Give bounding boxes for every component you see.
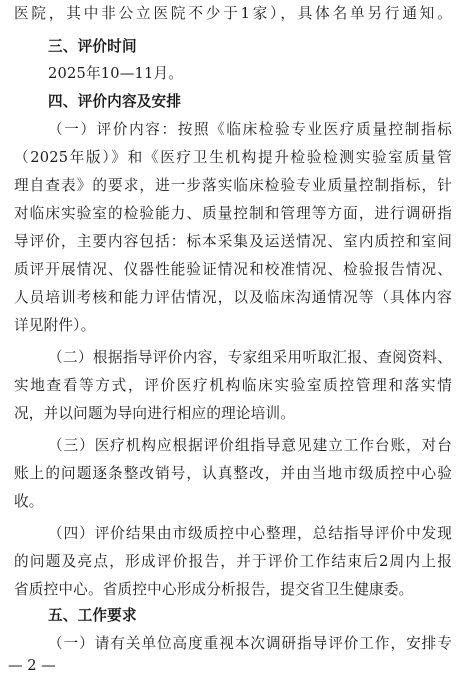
section-heading: 三、评价时间 [48, 38, 137, 55]
body-text-line: （一）评价内容：按照《临床检验专业医疗质量控制指标 [48, 121, 452, 138]
body-text-line: 实地查看等方式，评价医疗机构临床实验室质控管理和落实情 [14, 377, 452, 394]
body-text-line: （一）请有关单位高度重视本次调研指导评价工作，安排专 [48, 635, 452, 652]
body-text-line: 况，并以问题为导向进行相应的理论培训。 [14, 405, 296, 422]
section-heading: 五、工作要求 [48, 607, 137, 624]
body-text-line: 质评开展情况、仪器性能验证情况和校准情况、检验报告情况、 [14, 261, 452, 278]
body-text-line: 2025年10—11月。 [48, 65, 184, 82]
body-text-line: 收。 [14, 493, 44, 510]
page-number: — 2 — [8, 657, 56, 674]
body-text-line: 省质控中心。省质控中心形成分析报告，提交省卫生健康委。 [14, 581, 414, 598]
body-text-line: 的问题及亮点，形成评价报告，并于评价工作结束后2周内上报 [14, 553, 452, 570]
body-text-line: 账上的问题逐条整改销号，认真整改，并由当地市级质控中心验 [14, 465, 452, 482]
body-text-line: 人员培训考核和能力评估情况，以及临床沟通情况等（具体内容 [14, 289, 452, 306]
body-text-line: 导评价，主要内容包括：标本采集及运送情况、室内质控和室间 [14, 233, 452, 250]
body-text-line: 医院，其中非公立医院不少于1家），具体名单另行通知。 [14, 5, 452, 22]
body-text-line: （2025年版）》和《医疗卫生机构提升检验检测实验室质量管 [14, 149, 452, 166]
body-text-line: 详见附件）。 [14, 317, 96, 334]
body-text-line: （三）医疗机构应根据评价组指导意见建立工作台账，对台 [48, 437, 452, 454]
section-heading: 四、评价内容及安排 [48, 93, 182, 110]
body-text-line: （四）评价结果由市级质控中心整理，总结指导评价中发现 [48, 525, 452, 542]
body-text-line: 理自查表》的要求，进一步落实临床检验专业质量控制指标，针 [14, 177, 452, 194]
body-text-line: 对临床实验室的检验能力、质量控制和管理等方面，进行调研指 [14, 205, 452, 222]
body-text-line: （二）根据指导评价内容，专家组采用听取汇报、查阅资料、 [48, 349, 452, 366]
